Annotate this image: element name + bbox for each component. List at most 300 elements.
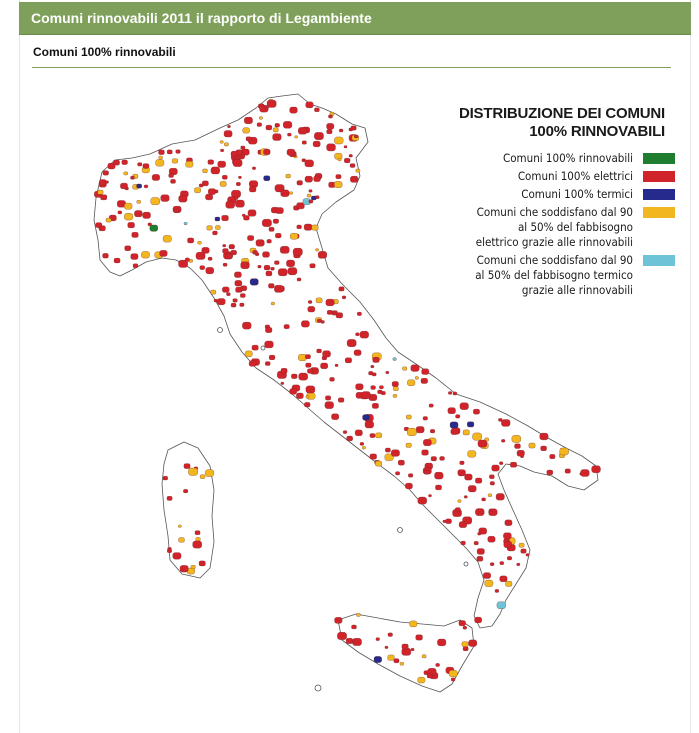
right-border xyxy=(690,0,691,733)
comune-marker xyxy=(131,254,138,260)
comune-marker xyxy=(503,533,511,539)
comune-marker xyxy=(249,181,258,188)
comune-marker xyxy=(200,475,205,479)
comune-marker xyxy=(245,351,252,357)
comune-marker xyxy=(423,439,431,445)
comune-marker xyxy=(174,209,179,213)
aeolian-island xyxy=(464,562,468,566)
map-subtitle: Comuni 100% rinnovabili xyxy=(33,45,176,59)
comune-marker xyxy=(423,417,428,421)
comune-marker xyxy=(262,252,269,258)
comune-marker xyxy=(431,457,437,461)
comune-marker xyxy=(334,181,342,187)
comune-marker xyxy=(339,129,343,132)
comune-marker xyxy=(328,115,332,118)
comune-marker xyxy=(475,617,482,623)
comune-marker xyxy=(316,298,322,303)
comune-marker xyxy=(458,500,461,503)
comune-marker xyxy=(410,621,417,627)
comune-marker xyxy=(200,266,205,270)
comune-marker xyxy=(163,476,168,480)
comune-marker xyxy=(144,185,148,188)
comune-marker xyxy=(473,409,479,414)
comune-marker xyxy=(451,429,458,435)
comune-marker xyxy=(332,311,338,316)
legend-label: Comuni 100% termici xyxy=(521,187,633,201)
comune-marker xyxy=(194,188,200,193)
comune-marker xyxy=(422,450,429,455)
comune-marker xyxy=(351,126,356,130)
comune-marker xyxy=(208,160,214,165)
comune-marker xyxy=(198,241,202,244)
comune-marker xyxy=(236,182,240,185)
comune-marker xyxy=(338,398,344,403)
comune-marker xyxy=(526,554,529,557)
comune-marker xyxy=(214,299,218,302)
comune-marker xyxy=(308,301,312,304)
comune-marker xyxy=(449,670,457,677)
comune-marker xyxy=(233,299,237,303)
comune-marker xyxy=(500,562,504,565)
comune-marker xyxy=(180,565,188,572)
comune-marker xyxy=(462,642,468,647)
comune-marker xyxy=(327,123,334,129)
comune-marker xyxy=(460,461,464,465)
comune-marker xyxy=(541,446,547,451)
comune-marker xyxy=(316,249,319,251)
comune-marker xyxy=(342,296,346,299)
comune-marker xyxy=(501,419,510,426)
comune-marker xyxy=(388,633,393,637)
comune-marker xyxy=(205,194,212,200)
comune-marker xyxy=(372,403,378,408)
comune-marker xyxy=(385,646,388,648)
comune-marker xyxy=(408,474,413,478)
comune-marker xyxy=(249,187,256,192)
comune-marker xyxy=(455,508,460,512)
comune-marker xyxy=(418,677,425,683)
comune-marker xyxy=(295,136,298,138)
comune-marker xyxy=(373,357,380,362)
comune-marker xyxy=(407,428,416,436)
comune-marker xyxy=(350,164,355,168)
comune-marker xyxy=(217,299,225,305)
comune-marker xyxy=(424,470,429,474)
sardinia-outline xyxy=(162,442,214,578)
comune-marker xyxy=(193,541,202,548)
comune-marker xyxy=(173,553,181,560)
comune-marker xyxy=(371,386,376,390)
comune-marker xyxy=(501,439,505,442)
comune-marker xyxy=(241,146,245,149)
comune-marker xyxy=(236,287,243,292)
comune-marker xyxy=(160,250,168,256)
comune-marker xyxy=(468,451,476,458)
comune-marker xyxy=(238,176,241,178)
comune-marker xyxy=(517,563,520,566)
comune-marker xyxy=(350,176,358,182)
comune-marker xyxy=(338,158,341,161)
comune-marker xyxy=(199,561,205,566)
comune-marker xyxy=(344,146,347,148)
comune-marker xyxy=(376,433,382,438)
comune-marker xyxy=(231,303,236,307)
comune-marker xyxy=(187,238,193,243)
comune-marker xyxy=(243,216,249,221)
comune-marker xyxy=(258,265,261,268)
comune-marker xyxy=(227,125,230,127)
comune-marker xyxy=(354,135,358,138)
comune-marker xyxy=(199,184,203,187)
comune-marker xyxy=(224,131,232,138)
comune-marker xyxy=(253,250,258,254)
comune-marker xyxy=(247,236,253,241)
comune-marker xyxy=(517,450,525,456)
comune-marker xyxy=(446,519,452,524)
giglio-island xyxy=(261,346,265,350)
comune-marker xyxy=(321,363,328,369)
comune-marker xyxy=(179,195,188,202)
comune-marker xyxy=(314,176,321,182)
comune-marker xyxy=(347,339,356,346)
comune-marker xyxy=(474,541,478,545)
comune-marker xyxy=(211,167,220,174)
comune-marker xyxy=(249,361,256,367)
comune-marker xyxy=(223,244,226,247)
comune-marker xyxy=(327,144,336,151)
comune-marker xyxy=(395,472,399,475)
comune-marker xyxy=(312,225,319,230)
comune-marker xyxy=(290,389,297,395)
comune-marker xyxy=(349,154,352,157)
comune-marker xyxy=(120,183,127,189)
comune-marker xyxy=(235,280,242,286)
comune-marker xyxy=(269,355,275,360)
comune-marker xyxy=(206,267,214,273)
comune-marker xyxy=(394,659,399,663)
comune-marker xyxy=(265,341,274,348)
comune-marker xyxy=(163,235,171,242)
comune-marker xyxy=(388,655,395,660)
comune-marker xyxy=(143,212,151,218)
comune-marker xyxy=(356,384,364,390)
comune-marker xyxy=(550,454,555,458)
comune-marker xyxy=(281,382,284,384)
comune-marker xyxy=(429,404,433,407)
comune-marker xyxy=(370,433,375,437)
comune-marker xyxy=(411,648,414,651)
comune-marker xyxy=(515,444,521,449)
comune-marker xyxy=(304,402,310,407)
comune-marker xyxy=(250,279,258,286)
legend-swatch xyxy=(643,255,675,266)
comune-marker xyxy=(132,232,139,237)
comune-marker xyxy=(137,200,141,203)
comune-marker xyxy=(351,625,356,629)
comune-marker xyxy=(354,350,361,356)
comune-marker xyxy=(453,392,457,395)
comune-marker xyxy=(489,475,494,479)
comune-marker xyxy=(274,261,279,265)
comune-marker xyxy=(415,377,418,380)
comune-marker xyxy=(560,448,569,455)
comune-marker xyxy=(402,367,406,371)
comune-marker xyxy=(191,565,195,569)
comune-marker xyxy=(262,219,271,226)
comune-marker xyxy=(456,415,460,418)
comune-marker xyxy=(133,264,138,268)
comune-marker xyxy=(256,240,264,247)
comune-marker xyxy=(220,149,223,152)
comune-marker xyxy=(202,247,210,253)
comune-marker xyxy=(510,462,516,467)
comune-marker xyxy=(137,184,142,188)
comune-marker xyxy=(505,520,512,526)
capri-island xyxy=(398,528,403,533)
pantelleria-island xyxy=(315,685,321,691)
comune-marker xyxy=(306,396,309,399)
comune-marker xyxy=(215,217,220,221)
comune-marker xyxy=(167,150,172,154)
comune-marker xyxy=(269,227,274,231)
comune-marker xyxy=(499,462,503,465)
comune-marker xyxy=(500,576,507,582)
comune-marker xyxy=(208,257,212,260)
comune-marker xyxy=(343,431,347,434)
comune-marker xyxy=(176,150,181,154)
comune-marker xyxy=(265,106,269,109)
comune-marker xyxy=(430,429,435,433)
comune-marker xyxy=(284,324,289,328)
comune-marker xyxy=(167,496,172,500)
comune-marker xyxy=(363,415,370,421)
legend-title-line1: DISTRIBUZIONE DEI COMUNI xyxy=(458,105,665,122)
comune-marker xyxy=(488,536,495,542)
comune-marker xyxy=(106,218,111,222)
comune-marker xyxy=(435,485,441,490)
comune-marker xyxy=(357,312,361,315)
header-bar xyxy=(19,2,691,35)
comune-marker xyxy=(436,663,440,666)
comune-marker xyxy=(337,632,346,639)
comune-marker xyxy=(124,172,128,175)
comune-marker xyxy=(339,287,344,291)
comune-marker xyxy=(265,362,270,366)
comune-marker xyxy=(307,369,313,374)
comune-marker xyxy=(547,470,553,475)
comune-marker xyxy=(422,655,426,658)
comune-marker xyxy=(184,222,187,225)
comune-marker xyxy=(473,433,482,440)
comune-marker xyxy=(402,644,408,649)
legend-item-rinnovabili xyxy=(450,151,675,166)
comune-marker xyxy=(393,394,397,397)
comune-marker xyxy=(205,470,214,477)
comune-marker xyxy=(411,365,419,372)
comune-marker xyxy=(347,436,353,441)
subtitle-divider xyxy=(32,67,671,68)
comune-marker xyxy=(463,647,468,651)
comune-marker xyxy=(360,442,364,445)
comune-marker xyxy=(335,364,338,366)
comune-marker xyxy=(378,390,383,394)
comune-marker xyxy=(314,108,319,112)
comune-marker xyxy=(231,250,237,255)
comune-marker xyxy=(96,223,102,228)
comune-marker xyxy=(370,454,377,459)
comune-marker xyxy=(325,396,330,400)
comune-marker xyxy=(345,358,352,363)
comune-marker xyxy=(306,386,315,393)
legend-swatch xyxy=(643,153,675,164)
comune-marker xyxy=(400,662,404,665)
comune-marker xyxy=(356,333,360,336)
comune-marker xyxy=(540,433,548,440)
legend-item-elettrico-parziale xyxy=(450,205,675,250)
map-legend xyxy=(450,105,675,301)
comune-marker xyxy=(306,102,314,108)
comune-marker xyxy=(477,549,484,555)
comune-marker xyxy=(288,268,297,275)
comune-marker xyxy=(492,465,500,471)
comune-marker xyxy=(273,128,278,132)
comune-marker xyxy=(275,233,281,238)
comune-marker xyxy=(278,269,287,276)
comune-marker xyxy=(314,132,323,139)
comune-marker xyxy=(105,181,108,184)
comune-marker xyxy=(334,137,343,144)
comune-marker xyxy=(311,196,316,200)
comune-marker xyxy=(459,522,467,528)
comune-marker xyxy=(265,327,272,332)
comune-marker xyxy=(100,195,106,200)
comune-marker xyxy=(280,246,289,253)
comune-marker xyxy=(308,306,315,312)
comune-marker xyxy=(307,194,311,197)
comune-marker xyxy=(592,466,601,473)
comune-marker xyxy=(475,478,482,483)
legend-item-termico-parziale xyxy=(450,253,675,298)
comune-marker xyxy=(305,160,314,167)
comune-marker xyxy=(488,494,492,497)
comune-marker xyxy=(302,159,306,162)
comune-marker xyxy=(371,365,374,368)
comune-marker xyxy=(297,278,301,281)
comune-marker xyxy=(141,252,149,259)
comune-marker xyxy=(215,226,220,230)
comune-marker xyxy=(393,358,397,361)
comune-marker xyxy=(355,430,362,436)
comune-marker xyxy=(327,129,332,133)
comune-marker xyxy=(299,373,308,380)
comune-marker xyxy=(529,443,535,448)
comune-marker xyxy=(222,215,229,220)
comune-marker xyxy=(440,456,445,460)
comune-marker xyxy=(152,174,160,180)
comune-marker xyxy=(422,369,429,375)
comune-marker xyxy=(271,267,275,270)
legend-title xyxy=(450,105,675,141)
comune-marker xyxy=(505,581,512,586)
comune-marker xyxy=(565,469,570,473)
comune-marker xyxy=(271,302,275,305)
comune-marker xyxy=(327,310,332,314)
comune-marker xyxy=(122,160,128,165)
comune-marker xyxy=(150,225,158,231)
comune-marker xyxy=(185,258,189,261)
comune-marker xyxy=(281,190,289,197)
comune-marker xyxy=(309,200,313,203)
comune-marker xyxy=(405,483,412,489)
comune-marker xyxy=(234,196,238,199)
comune-marker xyxy=(464,496,467,499)
comune-marker xyxy=(179,538,185,543)
comune-marker xyxy=(296,393,303,399)
comune-marker xyxy=(478,440,487,447)
comune-marker xyxy=(519,543,524,547)
comune-marker xyxy=(267,239,272,243)
comune-marker xyxy=(286,174,291,178)
comune-marker xyxy=(159,150,165,155)
comune-marker xyxy=(275,123,280,127)
comune-marker xyxy=(331,414,338,420)
comune-marker xyxy=(98,190,104,194)
comune-marker xyxy=(495,589,499,592)
comune-marker xyxy=(418,497,427,504)
comune-marker xyxy=(323,351,331,357)
comune-marker xyxy=(301,321,309,327)
comune-marker xyxy=(379,386,383,389)
comune-marker xyxy=(241,262,250,269)
comune-marker xyxy=(235,200,244,207)
comune-marker xyxy=(305,355,310,359)
comune-marker xyxy=(362,446,365,449)
comune-marker xyxy=(391,450,399,457)
comune-marker xyxy=(131,176,135,179)
comune-marker xyxy=(356,169,360,172)
comune-marker xyxy=(477,556,483,561)
comune-marker xyxy=(507,556,511,560)
comune-marker xyxy=(128,222,135,227)
comune-marker xyxy=(392,381,398,386)
comune-marker xyxy=(259,117,262,120)
comune-marker xyxy=(273,219,279,223)
comune-marker xyxy=(103,171,109,176)
comune-marker xyxy=(233,159,242,166)
comune-marker xyxy=(224,143,228,146)
comune-marker xyxy=(297,181,303,186)
comune-marker xyxy=(242,149,250,155)
comune-marker xyxy=(257,123,262,127)
legend-swatch xyxy=(643,189,675,200)
comune-marker xyxy=(156,159,164,166)
comune-marker xyxy=(264,265,270,270)
comune-marker xyxy=(317,349,322,353)
comune-marker xyxy=(448,392,452,395)
left-border xyxy=(19,0,20,733)
comune-marker xyxy=(297,225,302,229)
comune-marker xyxy=(161,195,169,202)
comune-marker xyxy=(273,134,282,141)
comune-marker xyxy=(276,208,284,214)
comune-marker xyxy=(222,175,227,179)
comune-marker xyxy=(310,264,315,268)
comune-marker xyxy=(416,426,424,432)
legend-label: Comuni 100% rinnovabili xyxy=(503,151,633,165)
comune-marker xyxy=(223,263,227,266)
legend-label: Comuni 100% elettrici xyxy=(517,169,633,183)
comune-marker xyxy=(581,470,590,477)
